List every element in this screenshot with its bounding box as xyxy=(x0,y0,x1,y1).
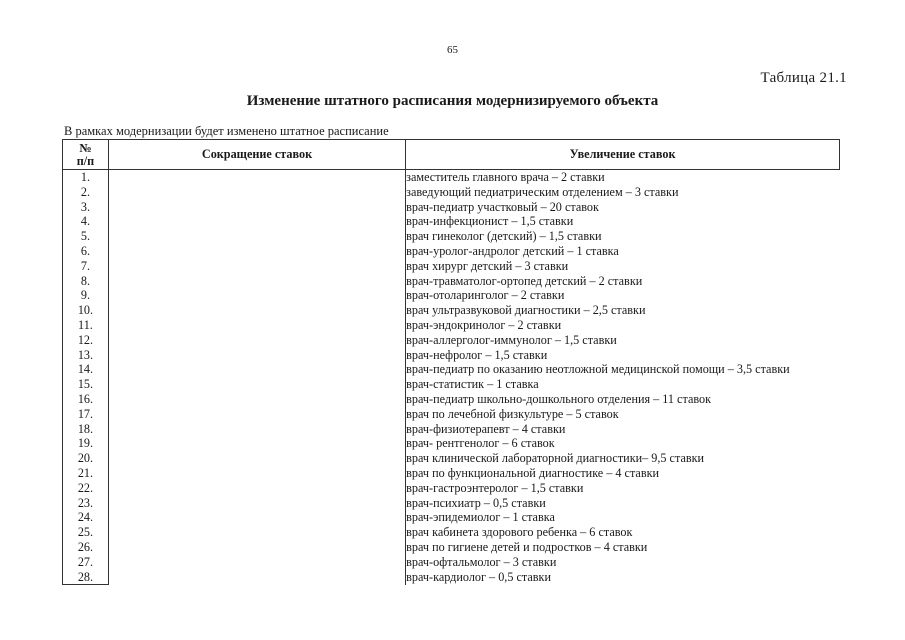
row-increase: врач-уролог-андролог детский – 1 ставка xyxy=(406,243,619,258)
row-increase: заместитель главного врача – 2 ставки xyxy=(406,170,605,184)
table-row xyxy=(63,392,840,407)
table-row xyxy=(63,244,840,259)
row-increase: врач- рентгенолог – 6 ставок xyxy=(406,436,555,451)
row-reduction xyxy=(108,362,405,377)
row-number: 27. xyxy=(63,555,109,570)
row-increase: врач по функциональной диагностике – 4 ставки xyxy=(406,465,660,480)
page-title: Изменение штатного расписания модернизируемого объекта xyxy=(246,93,659,109)
row-increase: врач гинеколог (детский) – 1,5 ставки xyxy=(406,229,602,244)
row-increase: врач-отоларинголог – 2 ставки xyxy=(406,288,565,303)
row-reduction xyxy=(108,274,405,289)
row-reduction xyxy=(108,377,405,392)
table-row xyxy=(63,259,840,274)
row-reduction xyxy=(108,244,405,259)
row-increase: врач-педиатр по оказанию неотложной медицинской помощи – 3,5 ставки xyxy=(406,362,790,377)
row-reduction xyxy=(108,318,405,333)
row-increase: врач по гигиене детей и подростков – 4 ставки xyxy=(406,539,648,554)
row-increase: врач-инфекционист – 1,5 ставки xyxy=(406,214,574,229)
row-increase: врач-аллерголог-иммунолог – 1,5 ставки xyxy=(406,332,617,347)
row-increase: врач-педиатр участковый – 20 ставок xyxy=(406,199,599,214)
row-number: 26. xyxy=(63,540,109,555)
row-number: 6. xyxy=(63,244,109,259)
table-row xyxy=(63,288,840,303)
table-row xyxy=(63,510,840,525)
table-row xyxy=(63,348,840,363)
row-increase: врач клинической лабораторной диагностики– 9,5 ставки xyxy=(406,451,705,466)
table-header-row xyxy=(63,140,840,170)
table-row xyxy=(63,555,840,570)
row-reduction xyxy=(108,407,405,422)
row-increase: врач-гастроэнтеролог – 1,5 ставки xyxy=(406,480,584,495)
table-row xyxy=(63,170,840,185)
row-increase: врач-физиотерапевт – 4 ставки xyxy=(406,421,566,436)
row-reduction xyxy=(108,333,405,348)
row-reduction xyxy=(108,288,405,303)
row-number: 22. xyxy=(63,481,109,496)
table-row xyxy=(63,451,840,466)
row-number: 19. xyxy=(63,436,109,451)
row-reduction xyxy=(108,496,405,511)
table-row xyxy=(63,362,840,377)
table-row xyxy=(63,274,840,289)
row-reduction xyxy=(108,510,405,525)
table-row xyxy=(63,185,840,200)
table-row xyxy=(63,496,840,511)
row-number: 2. xyxy=(63,185,109,200)
row-number: 17. xyxy=(63,407,109,422)
row-number: 3. xyxy=(63,200,109,215)
table-row xyxy=(63,540,840,555)
row-number: 7. xyxy=(63,259,109,274)
row-increase: врач кабинета здорового ребенка – 6 ставок xyxy=(406,525,633,540)
row-reduction xyxy=(108,525,405,540)
row-number: 25. xyxy=(63,525,109,540)
header-number-top: № xyxy=(79,140,92,155)
row-increase: врач хирург детский – 3 ставки xyxy=(406,258,569,273)
row-reduction xyxy=(108,540,405,555)
row-reduction xyxy=(108,436,405,451)
row-increase: врач-эпидемиолог – 1 ставка xyxy=(406,510,555,525)
table-row xyxy=(63,214,840,229)
row-number: 12. xyxy=(63,333,109,348)
page-number: 65 xyxy=(447,44,458,56)
row-reduction xyxy=(108,451,405,466)
row-number: 14. xyxy=(63,362,109,377)
table-row xyxy=(63,333,840,348)
row-reduction xyxy=(108,392,405,407)
table-row xyxy=(63,422,840,437)
table-row xyxy=(63,318,840,333)
row-reduction xyxy=(108,466,405,481)
row-reduction xyxy=(108,570,405,585)
row-increase: врач-эндокринолог – 2 ставки xyxy=(406,317,562,332)
row-number: 20. xyxy=(63,451,109,466)
row-increase: заведующий педиатрическим отделением – 3 ставки xyxy=(406,184,679,199)
row-number: 11. xyxy=(63,318,109,333)
header-increase: Увеличение ставок xyxy=(406,140,840,170)
row-number: 4. xyxy=(63,214,109,229)
row-increase: врач-офтальмолог – 3 ставки xyxy=(406,554,557,569)
row-reduction xyxy=(108,259,405,274)
table-row xyxy=(63,481,840,496)
header-number xyxy=(63,140,109,170)
row-number: 15. xyxy=(63,377,109,392)
table-row xyxy=(63,570,840,585)
row-number: 5. xyxy=(63,229,109,244)
staffing-table xyxy=(62,139,840,585)
intro-text: В рамках модернизации будет изменено штатное расписание xyxy=(64,124,389,138)
row-number: 24. xyxy=(63,510,109,525)
table-row xyxy=(63,229,840,244)
row-increase: врач-травматолог-ортопед детский – 2 ставки xyxy=(406,273,643,288)
row-number: 10. xyxy=(63,303,109,318)
row-increase: врач по лечебной физкультуре – 5 ставок xyxy=(406,406,619,421)
row-number: 21. xyxy=(63,466,109,481)
row-number: 13. xyxy=(63,348,109,363)
row-number: 9. xyxy=(63,288,109,303)
row-increase: врач-кардиолог – 0,5 ставки xyxy=(406,569,551,584)
row-increase: врач-психиатр – 0,5 ставки xyxy=(406,495,546,510)
row-increase: врач-нефролог – 1,5 ставки xyxy=(406,347,548,362)
row-number: 18. xyxy=(63,422,109,437)
row-reduction xyxy=(108,303,405,318)
table-row xyxy=(63,466,840,481)
row-reduction xyxy=(108,481,405,496)
row-increase: врач ультразвуковой диагностики – 2,5 ставки xyxy=(406,303,646,318)
table-row xyxy=(63,407,840,422)
row-number: 8. xyxy=(63,274,109,289)
row-reduction xyxy=(108,555,405,570)
row-number: 28. xyxy=(63,570,109,585)
table-body xyxy=(63,170,840,585)
row-reduction xyxy=(108,200,405,215)
row-reduction xyxy=(108,214,405,229)
row-number: 16. xyxy=(63,392,109,407)
table-caption: Таблица 21.1 xyxy=(760,70,847,86)
table-row xyxy=(63,200,840,215)
header-number-bottom: п/п xyxy=(76,153,95,168)
table-row xyxy=(63,436,840,451)
table-row xyxy=(63,303,840,318)
row-reduction xyxy=(108,348,405,363)
row-increase: врач-педиатр школьно-дошкольного отделения – 11 ставок xyxy=(406,391,712,406)
row-reduction xyxy=(108,170,405,185)
row-increase: врач-статистик – 1 ставка xyxy=(406,377,539,392)
row-number: 1. xyxy=(63,170,109,185)
row-number: 23. xyxy=(63,496,109,511)
table-row xyxy=(63,525,840,540)
table-row xyxy=(63,377,840,392)
row-reduction xyxy=(108,185,405,200)
header-reduction: Сокращение ставок xyxy=(108,140,405,170)
row-reduction xyxy=(108,422,405,437)
row-reduction xyxy=(108,229,405,244)
